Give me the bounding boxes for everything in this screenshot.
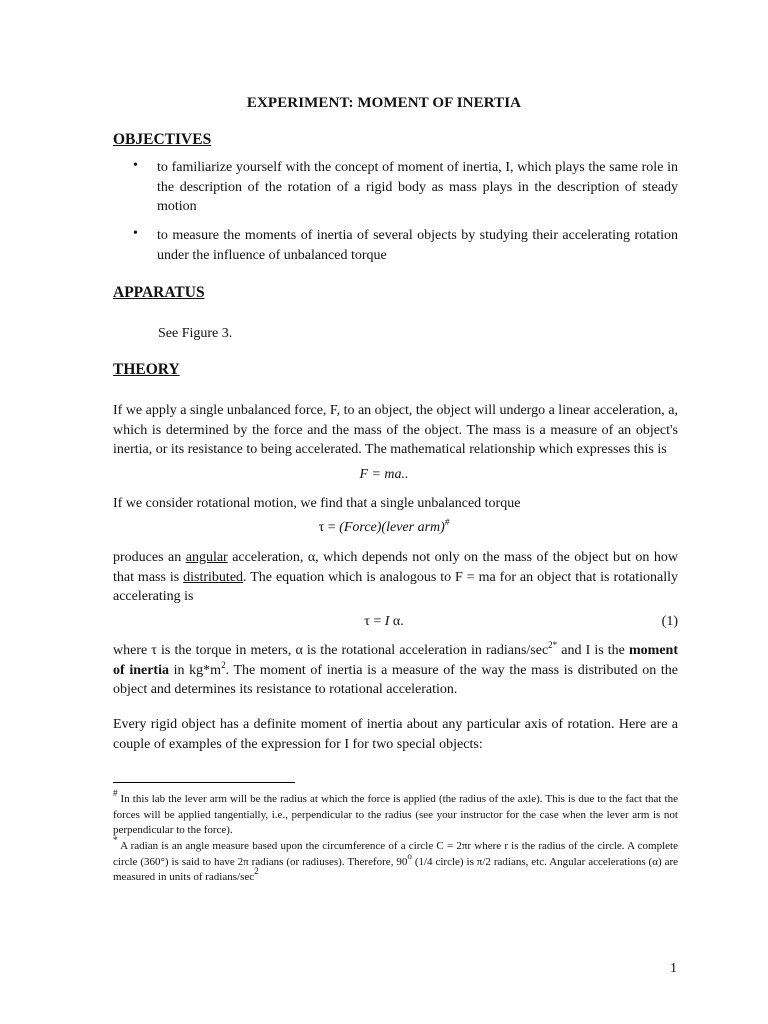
theory-paragraph-1: If we apply a single unbalanced force, F, to an object, the object will undergo a linear acceleration, a, which is determined by the force and the mass of the object. The mass is a measure of an object's inertia, or its resistance to being accelerated. The mathematical relationship which expresses this is bbox=[113, 403, 679, 457]
page-number: 1 bbox=[670, 961, 677, 976]
equation-torque bbox=[0, 517, 768, 536]
theory-paragraph-4: where τ is the torque in meters, α is the rotational acceleration in radians/$\sec^{2*}$ and I is the moment of inertia in $kg*m^2$. The moment of inertia is a measure of the way the mass is distributed on the object and determines its resistance to rotational acceleration. bbox=[113, 640, 678, 697]
bullet-2-symbol: • bbox=[133, 226, 138, 241]
objective-item-2: to measure the moments of inertia of several objects by studying their accelerating rotation under the influence of unbalanced torque bbox=[157, 228, 678, 263]
theory-paragraph-5: Every rigid object has a definite moment of inertia about any particular axis of rotation. Here are a couple of examples of the expression for I for two special objects: bbox=[113, 717, 678, 752]
apparatus-text: See Figure 3. bbox=[158, 326, 233, 341]
underlined-angular: angular bbox=[185, 550, 228, 565]
footnote-1: # In this lab the lever arm will be the radius at which the force is applied (the radius of the axle). This is due to the fact that the forces will be applied tangentially, i.e., perpendicular to the radius (see your instructor for the case when the lever arm is not perpendicular to the force). bbox=[113, 788, 678, 836]
objective-item-1: to familiarize yourself with the concept of moment of inertia, I, which plays the same role in the description of the rotation of a rigid body as mass plays in the description of steady motion bbox=[157, 160, 678, 214]
footnote-ref-star: 2* bbox=[548, 640, 558, 650]
theory-heading: THEORY bbox=[113, 361, 180, 378]
footnote-2: * A radian is an angle measure based upon the circumference of a circle C = 2πr where r is the radius of the circle. A complete circle (360°) is said to have 2π radians (or radiuses). Therefore, 90$^o$ (1/4 circle) is π/2 radians, etc. Angular accelerations (α) are measured in units of radians/$\sec^2$ bbox=[113, 835, 678, 883]
bullet-1-symbol: • bbox=[133, 158, 138, 173]
equation-f-ma: F = ma.. bbox=[359, 467, 409, 482]
theory-paragraph-3: produces an angular acceleration, α, which depends not only on the mass of the object but on how that mass is distributed. The equation which is analogous to F = ma for an object that is rotationally accelerating is bbox=[113, 550, 678, 604]
objectives-heading: OBJECTIVES bbox=[113, 131, 212, 148]
equation-torque-lhs: τ = bbox=[318, 520, 340, 535]
footnote-ref-hash: # bbox=[444, 517, 450, 527]
apparatus-heading: APPARATUS bbox=[113, 284, 205, 301]
underlined-distributed: distributed bbox=[183, 569, 244, 585]
footnote-divider bbox=[113, 782, 295, 783]
equation-1-number: (1) bbox=[661, 614, 678, 629]
bold-moment-of-inertia: moment of inertia bbox=[113, 643, 678, 678]
page-title: EXPERIMENT: MOMENT OF INERTIA bbox=[246, 95, 522, 111]
theory-paragraph-2: If we consider rotational motion, we find that a single unbalanced torque bbox=[113, 496, 521, 511]
equation-torque-rhs: (Force)(lever arm) bbox=[339, 520, 445, 535]
equation-1: τ = I α. bbox=[364, 614, 404, 629]
